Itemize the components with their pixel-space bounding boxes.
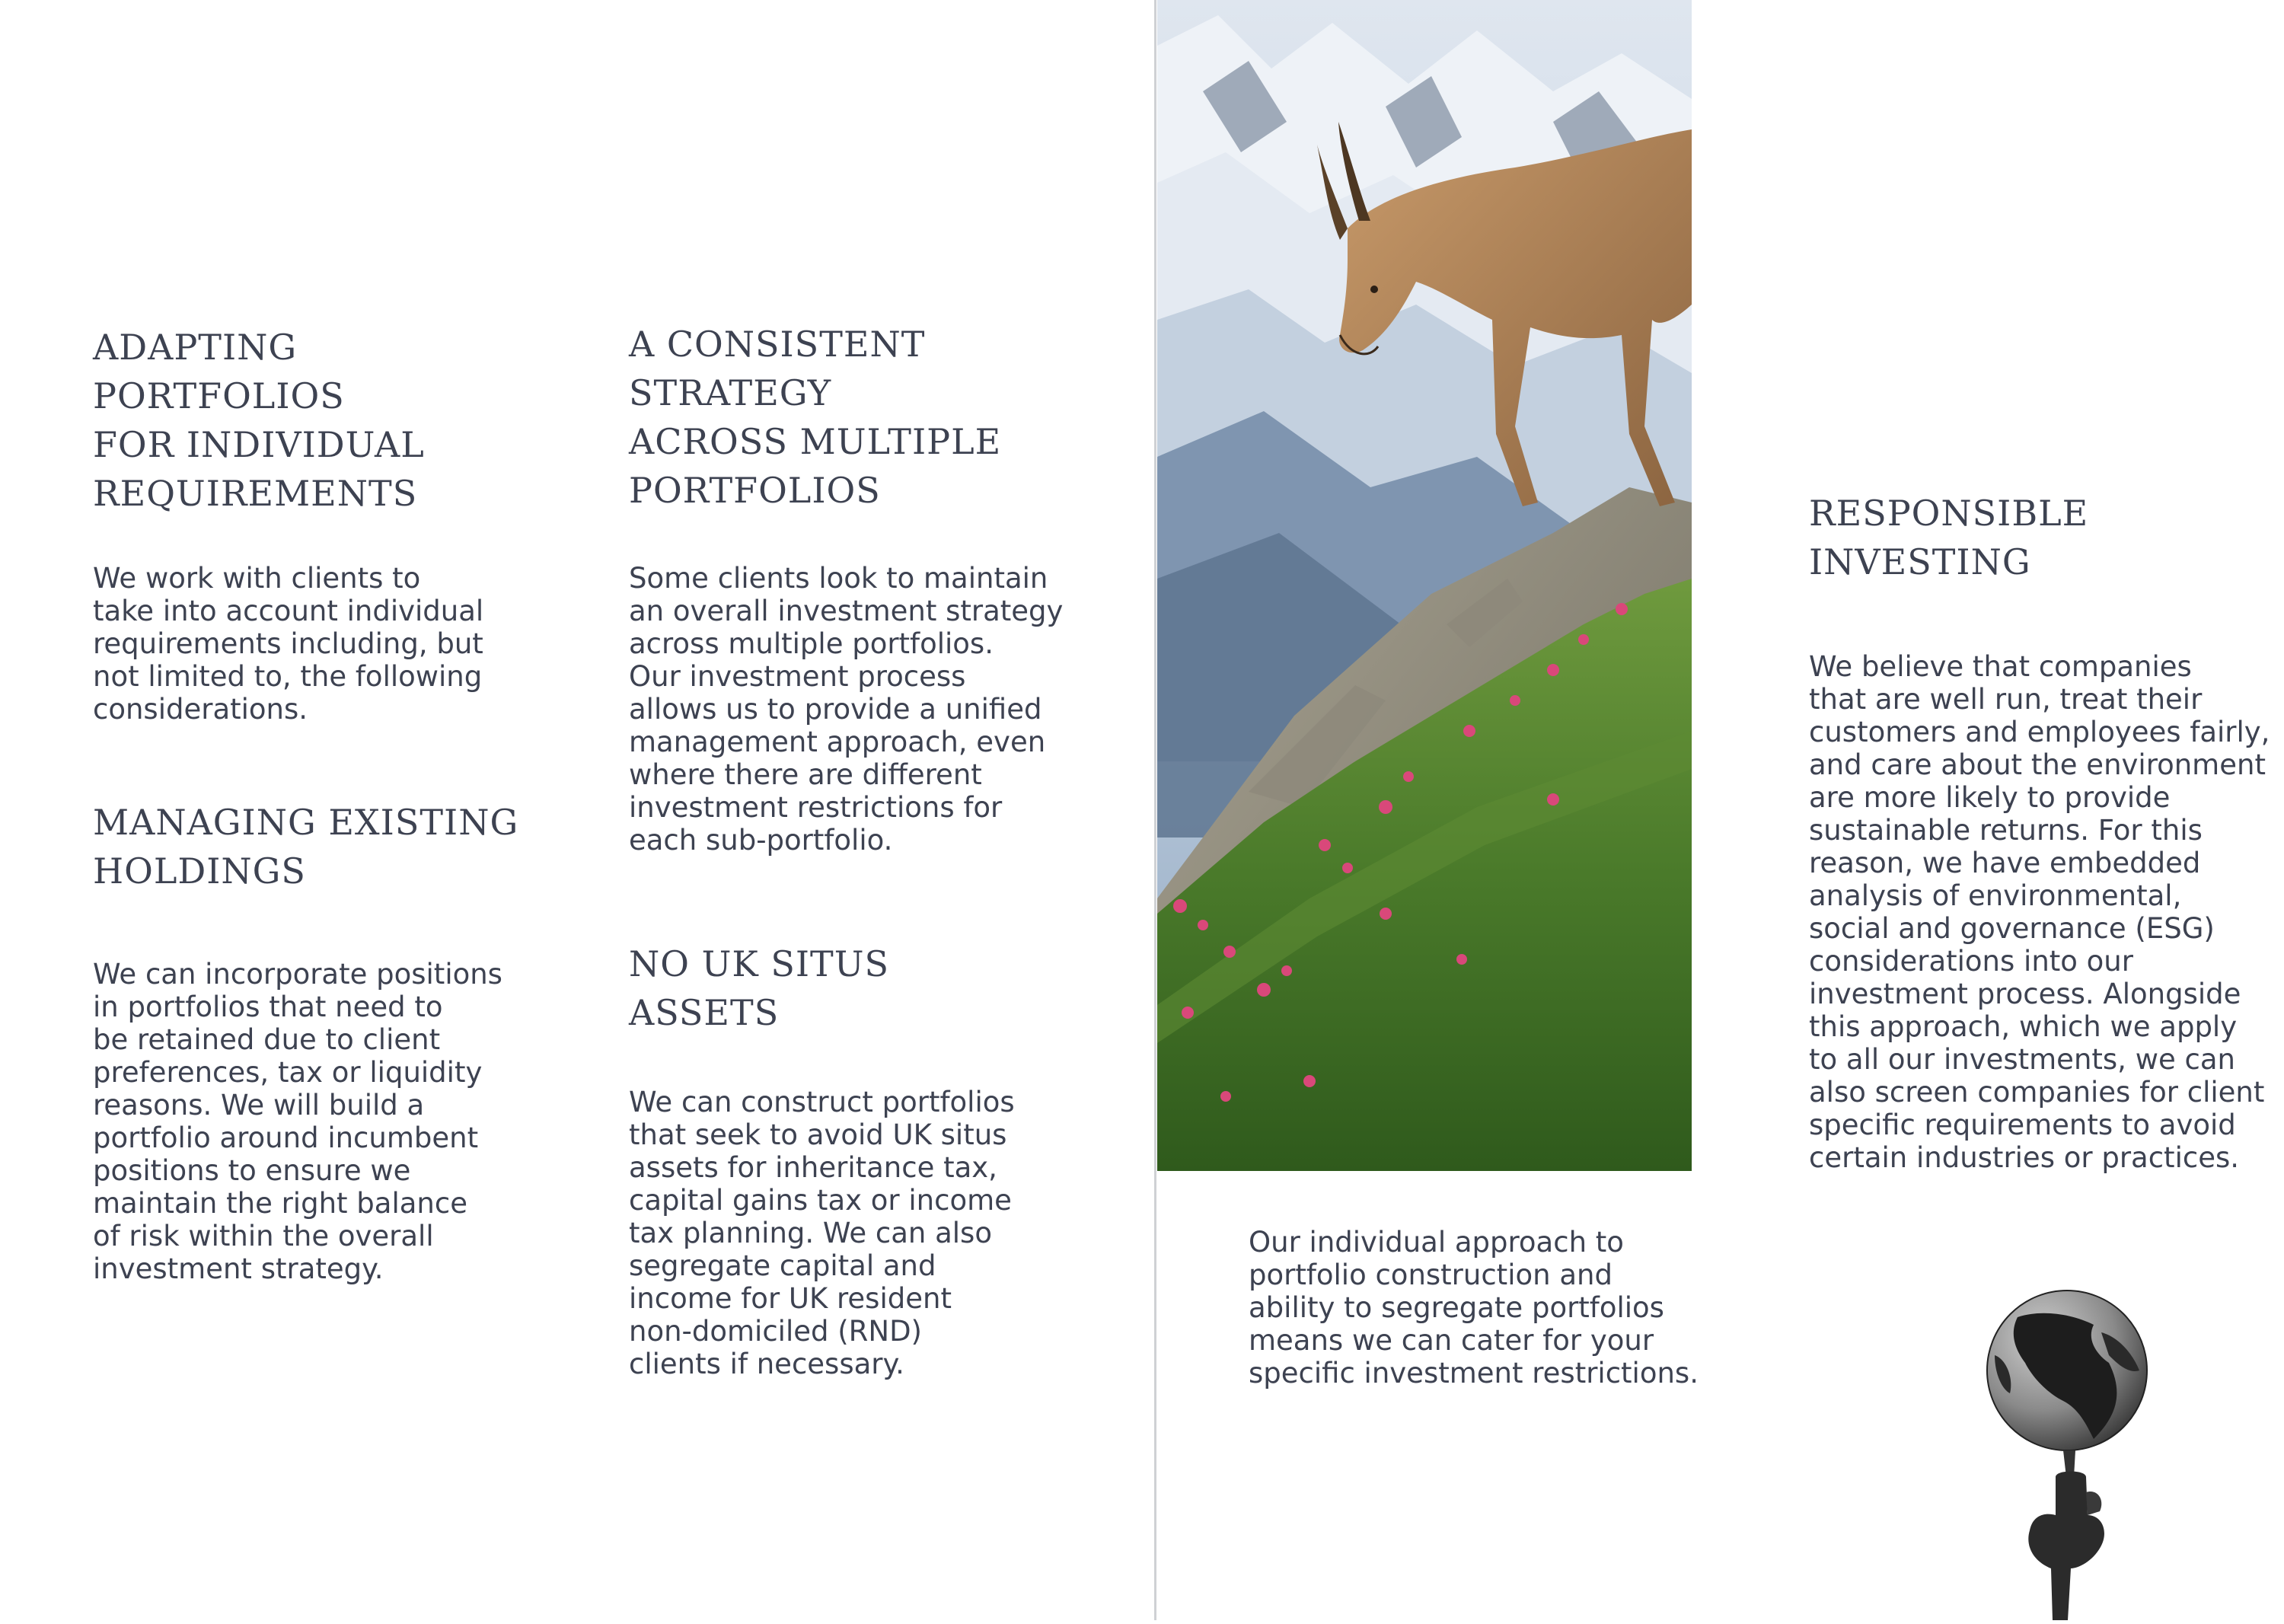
- heading-responsible-investing: RESPONSIBLE INVESTING: [1809, 493, 2089, 582]
- body-no-uk-situs: We can construct portfolios that seek to avoid UK situs assets for inheritance tax, capital gains tax or income tax planning. We can also segregate capital and income for UK resident non-domiciled (RND) clients if necessary.: [629, 1086, 1015, 1380]
- heading-consistent-strategy: A CONSISTENT STRATEGY ACROSS MULTIPLE PORTFOLIOS: [629, 324, 1002, 511]
- globe-on-hand-illustration: [1972, 1287, 2170, 1620]
- heading-no-uk-situs: NO UK SITUS ASSETS: [629, 943, 889, 1033]
- body-adapting-portfolios: We work with clients to take into account individual requirements including, but not limited to, the following considerations.: [93, 562, 484, 726]
- body-managing-holdings: We can incorporate positions in portfolios that need to be retained due to client preferences, tax or liquidity reasons. We will build a portfolio around incumbent positions to ensure we maintain the right balance of risk within the overall investment strategy.: [93, 958, 502, 1285]
- heading-adapting-portfolios: ADAPTING PORTFOLIOS FOR INDIVIDUAL REQUIREMENTS: [93, 327, 425, 514]
- caption-individual-approach: Our individual approach to portfolio construction and ability to segregate portfolios means we can cater for your specific investment restrictions.: [1249, 1226, 1699, 1389]
- page-divider: [1154, 0, 1156, 1620]
- body-responsible-investing: We believe that companies that are well run, treat their customers and employees fairly, and care about the environment are more likely to provide sustainable returns. For this reason, we have embedded analysis of environmental, social and governance (ESG) considerations into our investment process. Alongside this approach, which we apply to all our investments, we can also screen companies for client specific requirements to avoid certain industries or practices.: [1809, 650, 2270, 1174]
- heading-managing-holdings: MANAGING EXISTING HOLDINGS: [93, 802, 519, 892]
- body-consistent-strategy: Some clients look to maintain an overall investment strategy across multiple portfolios. Our investment process allows us to provide a unified management approach, even where there are different investment restrictions for each sub-portfolio.: [629, 562, 1064, 857]
- ibex-mountain-photo: [1157, 0, 1692, 1171]
